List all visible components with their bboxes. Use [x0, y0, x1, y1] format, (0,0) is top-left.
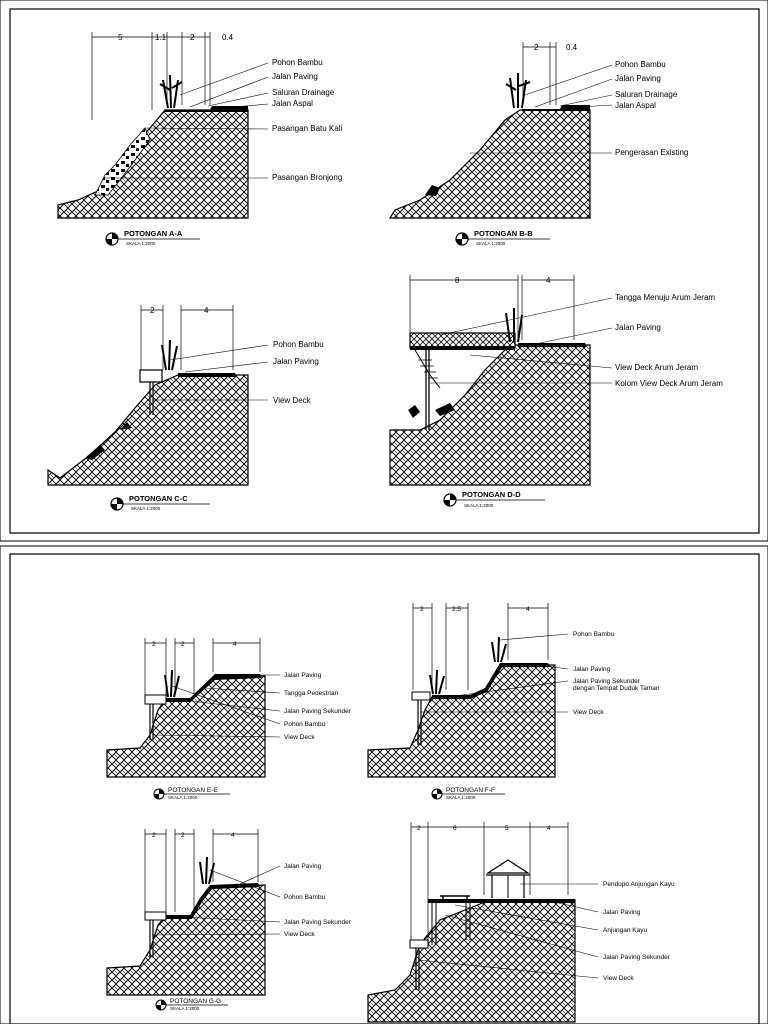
dim-a-3: 0.4	[222, 33, 234, 42]
label-e-0: Jalan Paving	[284, 672, 322, 679]
title-e-e: POTONGAN E-E	[168, 787, 218, 794]
scale-f-f: SKALA 1:2000	[446, 795, 476, 800]
dim-a-0: 5	[118, 33, 123, 42]
label-h-4: View Deck	[603, 975, 634, 982]
scale-c-c: SKALA 1:2000	[131, 506, 161, 511]
label-a-4: Pasangan Batu Kali	[272, 124, 343, 133]
label-b-2: Saluran Drainage	[615, 90, 678, 99]
scale-g-g: SKALA 1:2000	[170, 1006, 200, 1011]
label-b-0: Pohon Bambu	[615, 60, 666, 69]
title-f-f: POTONGAN F-F	[446, 787, 495, 794]
label-g-0: Jalan Paving	[284, 863, 322, 870]
label-f-1: Jalan Paving	[573, 666, 611, 673]
label-h-2: Anjungan Kayu	[603, 927, 648, 934]
dim-h-3: 4	[547, 825, 551, 832]
title-d-d: POTONGAN D-D	[462, 490, 521, 499]
label-d-2: View Deck Arum Jeram	[615, 363, 698, 372]
dim-b-0: 2	[534, 43, 539, 52]
label-c-0: Pohon Bambu	[273, 340, 324, 349]
dim-g-0: 2	[152, 832, 156, 839]
sheet-2	[0, 546, 768, 1024]
dim-f-2: 4	[526, 606, 530, 613]
label-h-1: Jalan Paving	[603, 909, 641, 916]
dim-c-1: 4	[204, 306, 209, 315]
dim-b-1: 0.4	[566, 43, 578, 52]
label-g-2: Jalan Paving Sekunder	[284, 919, 351, 926]
label-e-2: Jalan Paving Sekunder	[284, 708, 351, 715]
scale-a-a: SKALA 1:2000	[126, 241, 156, 246]
dim-e-1: 2	[181, 641, 185, 648]
label-b-4: Pengerasan Existing	[615, 148, 689, 157]
label-d-0: Tangga Menuju Arum Jeram	[615, 293, 716, 302]
label-a-1: Jalan Paving	[272, 72, 318, 81]
dim-e-0: 2	[152, 641, 156, 648]
dim-f-1: 2.5	[452, 606, 462, 613]
label-e-1: Tangga Pedestrian	[284, 690, 339, 697]
dim-d-0: 8	[455, 276, 460, 285]
scale-d-d: SKALA 1:2000	[464, 503, 494, 508]
title-a-a: POTONGAN A-A	[124, 229, 183, 238]
label-d-3: Kolom View Deck Arum Jeram	[615, 379, 723, 388]
label-b-1: Jalan Paving	[615, 74, 661, 83]
label-f-3: View Deck	[573, 709, 604, 716]
dim-h-0: 2	[417, 825, 421, 832]
dim-a-2: 2	[190, 33, 195, 42]
label-e-3: Pohon Bambu	[284, 721, 326, 728]
label-a-2: Saluran Drainage	[272, 88, 335, 97]
title-b-b: POTONGAN B-B	[474, 229, 533, 238]
label-c-2: View Deck	[273, 396, 311, 405]
label-e-4: View Deck	[284, 734, 315, 741]
dim-f-0: 2	[420, 606, 424, 613]
label-g-3: View Deck	[284, 931, 315, 938]
label-f-2: Jalan Paving Sekunder dengan Tempat Duduk Taman	[573, 678, 660, 693]
scale-e-e: SKALA 1:2000	[168, 795, 198, 800]
title-c-c: POTONGAN C-C	[129, 494, 188, 503]
label-h-3: Jalan Paving Sekunder	[603, 954, 670, 961]
label-c-1: Jalan Paving	[273, 357, 319, 366]
scale-b-b: SKALA 1:2000	[476, 241, 506, 246]
dim-c-0: 2	[150, 306, 155, 315]
dim-h-2: 5	[505, 825, 509, 832]
label-b-3: Jalan Aspal	[615, 101, 656, 110]
label-f-0: Pohon Bambu	[573, 631, 615, 638]
dim-h-1: 6	[453, 825, 457, 832]
dim-g-1: 2	[181, 832, 185, 839]
label-h-0: Pendopo Anjungan Kayu	[603, 881, 675, 888]
label-g-1: Pohon Bambu	[284, 894, 326, 901]
label-d-1: Jalan Paving	[615, 323, 661, 332]
dim-d-1: 4	[546, 276, 551, 285]
label-a-3: Jalan Aspal	[272, 99, 313, 108]
label-a-5: Pasangan Bronjong	[272, 173, 343, 182]
dim-g-2: 4	[231, 832, 235, 839]
title-g-g: POTONGAN G-G	[170, 998, 222, 1005]
label-a-0: Pohon Bambu	[272, 58, 323, 67]
dim-e-2: 4	[233, 641, 237, 648]
dim-a-1: 1.1	[155, 33, 167, 42]
